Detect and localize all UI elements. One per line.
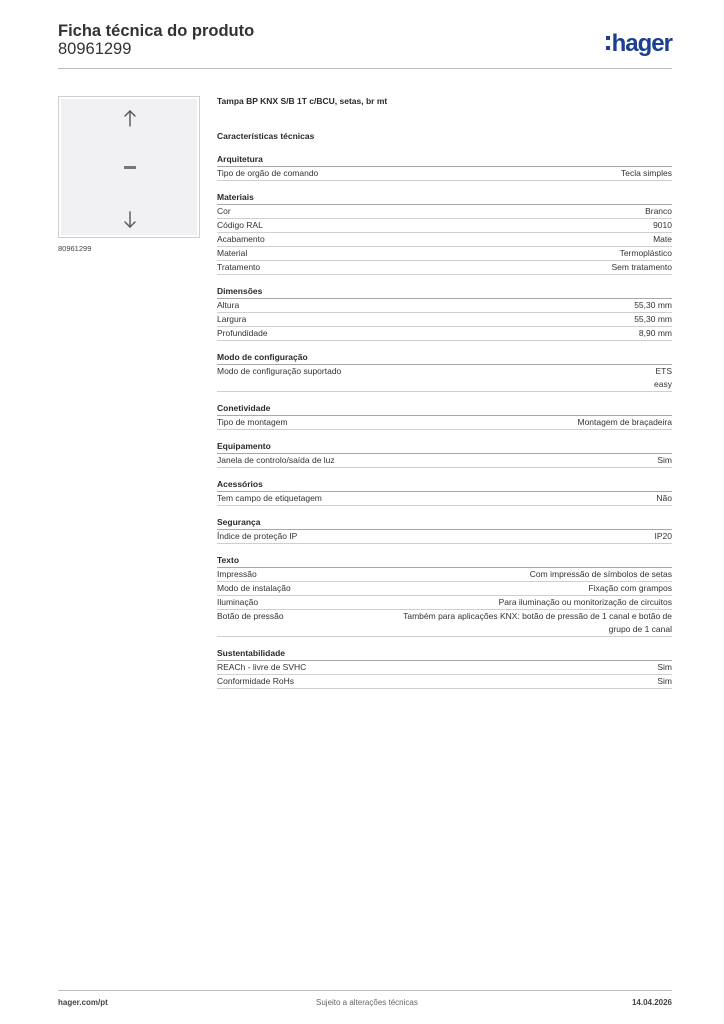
spec-value-line: Sim xyxy=(657,662,672,672)
page-header xyxy=(58,22,672,70)
spec-section xyxy=(217,153,672,181)
minus-icon xyxy=(124,166,136,169)
arrow-up-icon xyxy=(125,111,135,126)
image-caption: 80961299 xyxy=(58,244,92,253)
spec-value-line: Sim xyxy=(657,455,672,465)
spec-value xyxy=(588,582,672,595)
spec-value-line: Não xyxy=(656,493,672,503)
spec-label: REACh - livre de SVHC xyxy=(217,662,307,672)
spec-section xyxy=(217,647,672,689)
spec-section xyxy=(217,440,672,468)
footer-website[interactable]: hager.com/pt xyxy=(58,998,108,1007)
product-image xyxy=(58,96,200,238)
spec-value-line: Branco xyxy=(645,206,672,216)
spec-value xyxy=(612,261,672,274)
spec-value xyxy=(657,454,672,467)
spec-value xyxy=(634,299,672,312)
spec-value xyxy=(639,327,672,340)
section-title: Conetividade xyxy=(217,402,672,416)
section-title: Texto xyxy=(217,554,672,568)
spec-label: Altura xyxy=(217,300,240,310)
spec-label: Acabamento xyxy=(217,234,265,244)
spec-section xyxy=(217,478,672,506)
spec-section xyxy=(217,191,672,275)
spec-row xyxy=(217,582,672,596)
spec-row xyxy=(217,492,672,506)
spec-content xyxy=(217,94,672,689)
spec-label: Índice de proteção IP xyxy=(217,531,298,541)
spec-value-line: 55,30 mm xyxy=(634,314,672,324)
spec-value xyxy=(634,313,672,326)
section-title: Acessórios xyxy=(217,478,672,492)
spec-value-line: Com impressão de símbolos de setas xyxy=(529,569,672,579)
spec-value-line: Também para aplicações KNX: botão de pressão de 1 canal e botão de xyxy=(403,611,672,621)
spec-row xyxy=(217,568,672,582)
section-title: Segurança xyxy=(217,516,672,530)
section-title: Arquitetura xyxy=(217,153,672,167)
spec-label: Iluminação xyxy=(217,597,259,607)
spec-label: Conformidade RoHs xyxy=(217,676,295,686)
spec-row xyxy=(217,365,672,392)
spec-label: Tipo de montagem xyxy=(217,417,288,427)
logo-dots-icon xyxy=(606,30,611,50)
spec-value-line: 9010 xyxy=(653,220,672,230)
section-title: Dimensões xyxy=(217,285,672,299)
spec-value-line: Montagem de braçadeira xyxy=(577,417,672,427)
spec-value-line: easy xyxy=(654,379,672,389)
spec-row xyxy=(217,675,672,689)
spec-value xyxy=(657,675,672,688)
spec-value xyxy=(653,233,672,246)
arrow-down-icon xyxy=(125,212,135,227)
product-cover xyxy=(61,99,197,235)
product-name: Tampa BP KNX S/B 1T c/BCU, setas, br mt xyxy=(217,96,388,106)
spec-row xyxy=(217,261,672,275)
spec-label: Botão de pressão xyxy=(217,611,284,621)
header-divider xyxy=(58,68,672,69)
spec-label: Tipo de orgão de comando xyxy=(217,168,319,178)
spec-value xyxy=(621,167,672,180)
section-title: Materiais xyxy=(217,191,672,205)
spec-section xyxy=(217,285,672,341)
spec-value-line: Sim xyxy=(657,676,672,686)
spec-label: Impressão xyxy=(217,569,257,579)
spec-value-line: grupo de 1 canal xyxy=(608,624,672,634)
hager-logo xyxy=(606,30,672,58)
spec-row xyxy=(217,454,672,468)
footer-divider xyxy=(58,990,672,991)
section-title: Modo de configuração xyxy=(217,351,672,365)
spec-section xyxy=(217,351,672,392)
spec-row xyxy=(217,327,672,341)
document-title: Ficha técnica do produto xyxy=(58,22,255,40)
spec-row xyxy=(217,416,672,430)
section-title: Equipamento xyxy=(217,440,672,454)
spec-row xyxy=(217,661,672,675)
spec-value-line: Mate xyxy=(653,234,672,244)
spec-row xyxy=(217,233,672,247)
logo-text: hager xyxy=(611,30,672,57)
spec-sections xyxy=(217,153,672,689)
spec-value xyxy=(655,530,673,543)
spec-section xyxy=(217,402,672,430)
spec-value xyxy=(530,568,672,581)
section-title: Sustentabilidade xyxy=(217,647,672,661)
spec-value-line: ETS xyxy=(655,366,672,376)
spec-section xyxy=(217,554,672,637)
spec-value xyxy=(657,661,672,674)
spec-row xyxy=(217,205,672,219)
spec-label: Profundidade xyxy=(217,328,268,338)
spec-value-line: 55,30 mm xyxy=(634,300,672,310)
spec-value xyxy=(656,492,672,505)
spec-value-line: Tecla simples xyxy=(620,168,672,178)
spec-label: Código RAL xyxy=(217,220,263,230)
spec-row xyxy=(217,530,672,544)
spec-value xyxy=(499,596,672,609)
spec-row xyxy=(217,247,672,261)
spec-label: Tem campo de etiquetagem xyxy=(217,493,322,503)
spec-value xyxy=(403,610,672,636)
spec-label: Cor xyxy=(217,206,231,216)
spec-label: Material xyxy=(217,248,248,258)
spec-label: Modo de configuração suportado xyxy=(217,366,342,376)
spec-value-line: Fixação com grampos xyxy=(588,583,672,593)
spec-value xyxy=(653,219,672,232)
spec-value-line: Para iluminação ou monitorização de circuitos xyxy=(498,597,672,607)
spec-row xyxy=(217,219,672,233)
spec-value xyxy=(654,365,672,391)
spec-label: Janela de controlo/saída de luz xyxy=(217,455,335,465)
spec-section xyxy=(217,516,672,544)
spec-value-line: IP20 xyxy=(654,531,672,541)
spec-label: Modo de instalação xyxy=(217,583,291,593)
footer-date: 14.04.2026 xyxy=(631,998,672,1007)
spec-row xyxy=(217,167,672,181)
spec-label: Tratamento xyxy=(217,262,261,272)
spec-row xyxy=(217,610,672,637)
product-code: 80961299 xyxy=(58,40,132,58)
spec-label: Largura xyxy=(217,314,247,324)
spec-row xyxy=(217,313,672,327)
spec-row xyxy=(217,596,672,610)
footer-notice: Sujeito a alterações técnicas xyxy=(316,998,418,1007)
spec-heading: Características técnicas xyxy=(217,131,315,141)
spec-value-line: Termoplástico xyxy=(619,248,672,258)
spec-value-line: Sem tratamento xyxy=(611,262,672,272)
spec-value xyxy=(645,205,672,218)
spec-row xyxy=(217,299,672,313)
spec-value-line: 8,90 mm xyxy=(638,328,672,338)
spec-value xyxy=(620,247,672,260)
spec-value xyxy=(577,416,672,429)
